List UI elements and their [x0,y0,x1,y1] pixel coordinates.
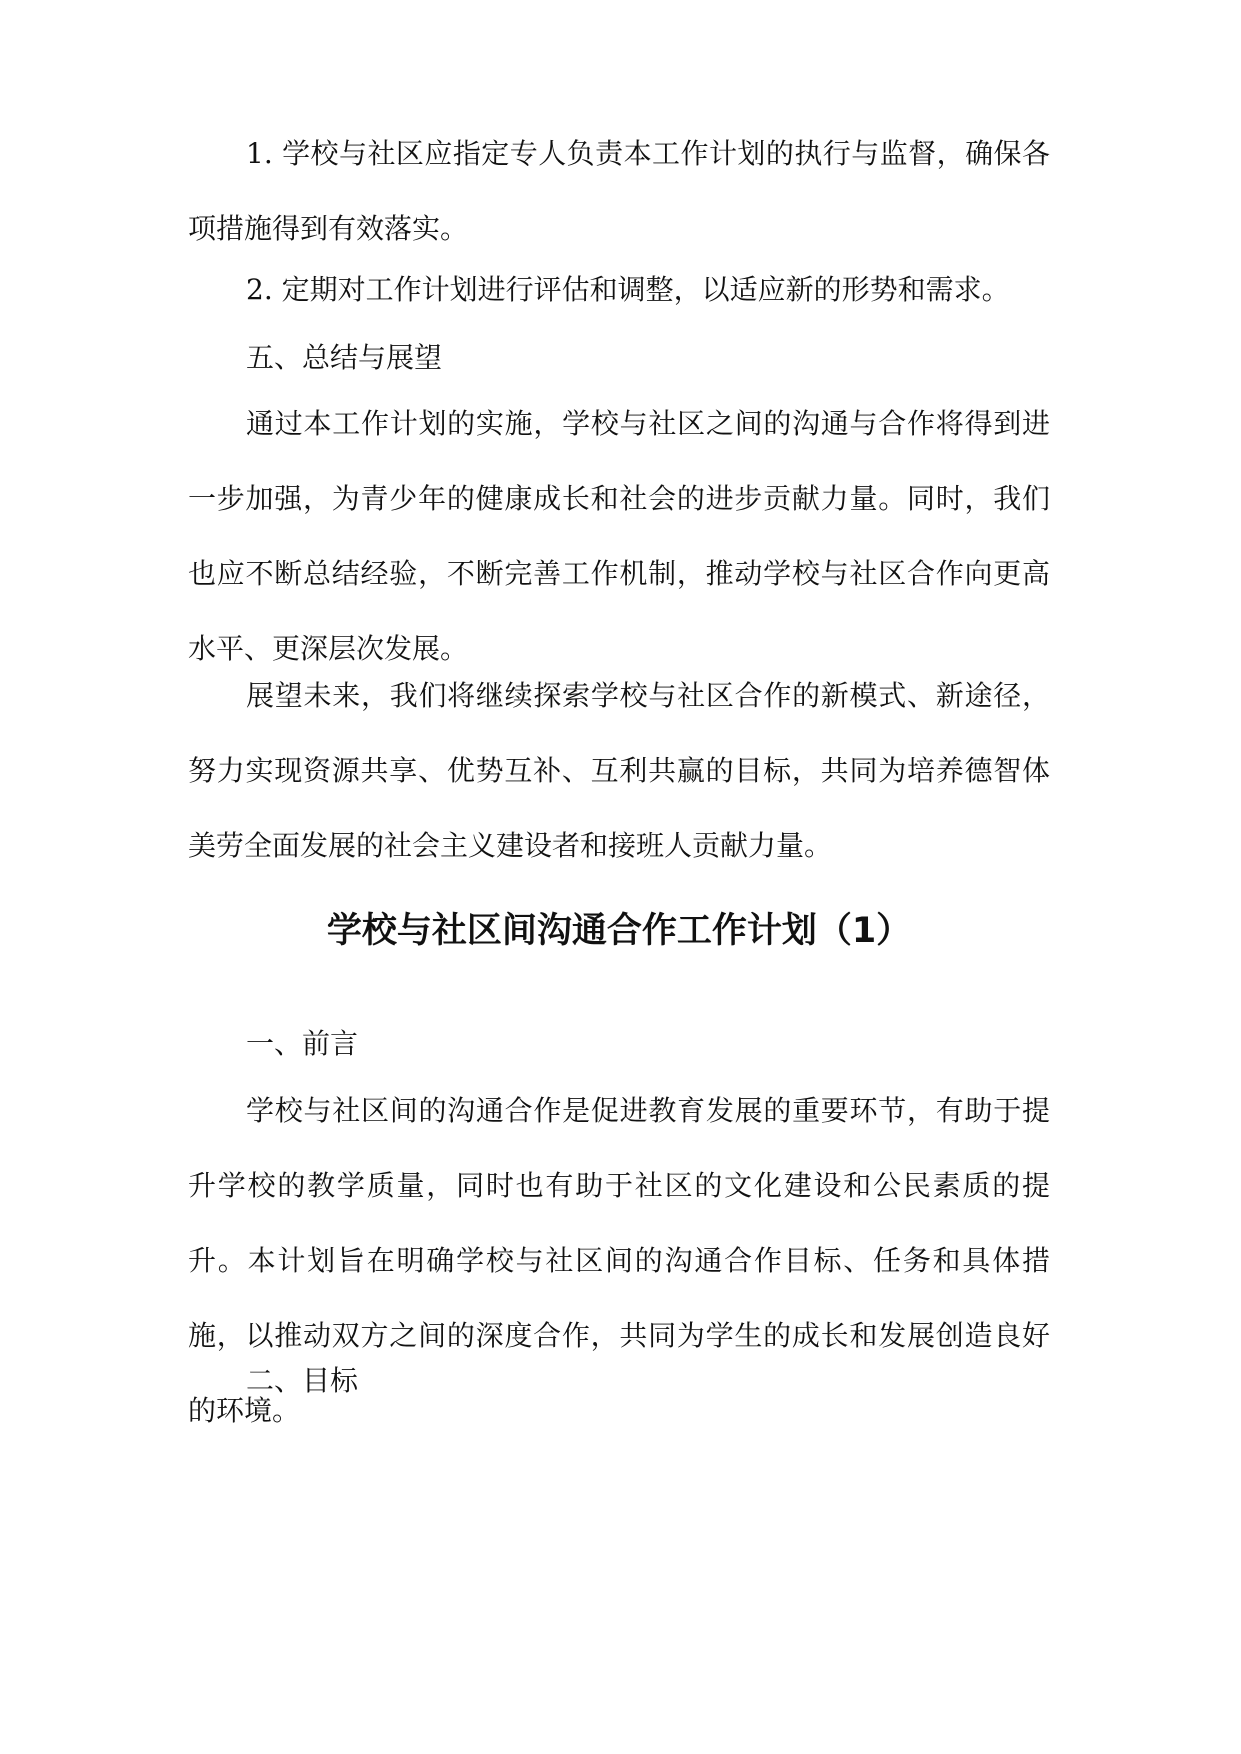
section-heading-2: 二、目标 [246,1364,359,1397]
document-title: 学校与社区间沟通合作工作计划（1） [326,911,912,951]
list-item-1: 1. 学校与社区应指定专人负责本工作计划的执行与监督，确保各项措施得到有效落实。 [188,137,1050,245]
paragraph-outlook: 展望未来，我们将继续探索学校与社区合作的新模式、新途径，努力实现资源共享、优势互补、互利共赢的目标，共同为培养德智体美劳全面发展的社会主义建设者和接班人贡献力量。 [188,679,1050,862]
paragraph-preface: 学校与社区间的沟通合作是促进教育发展的重要环节，有助于提升学校的教学质量，同时也有助于社区的文化建设和公民素质的提升。本计划旨在明确学校与社区间的沟通合作目标、任务和具体措施，以推动双方之间的深度合作，共同为学生的成长和发展创造良好的环境。 [188,1094,1050,1427]
list-item-2: 2. 定期对工作计划进行评估和调整，以适应新的形势和需求。 [246,273,1010,306]
section-heading-5: 五、总结与展望 [246,341,443,374]
section-heading-1: 一、前言 [246,1027,359,1060]
paragraph-summary: 通过本工作计划的实施，学校与社区之间的沟通与合作将得到进一步加强，为青少年的健康成长和社会的进步贡献力量。同时，我们也应不断总结经验，不断完善工作机制，推动学校与社区合作向更高水平、更深层次发展。 [188,407,1050,665]
